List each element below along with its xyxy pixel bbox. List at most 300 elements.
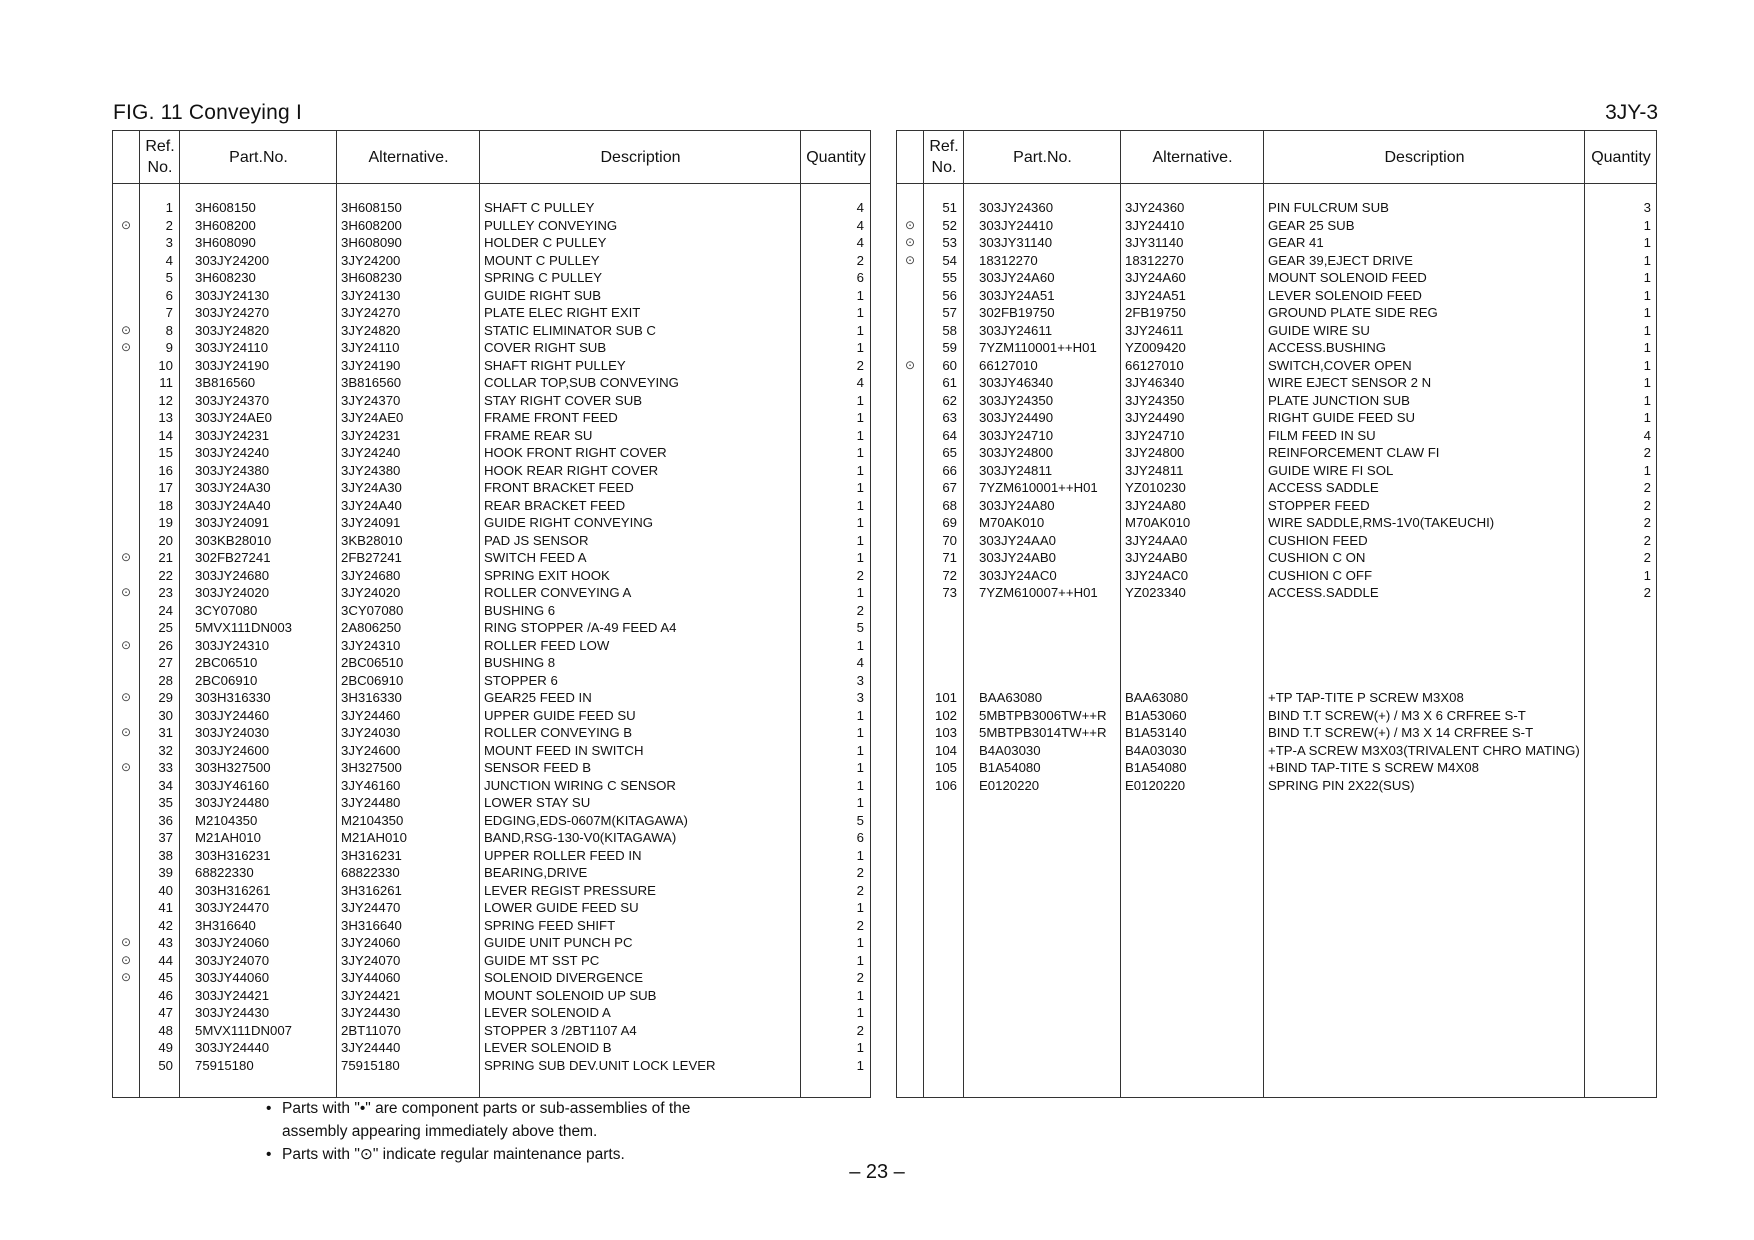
cell-part: 75915180 (195, 1057, 254, 1073)
cell-ref: 25 (158, 620, 173, 635)
cell-desc: PLATE JUNCTION SUB (1268, 392, 1410, 408)
model-code: 3JY-3 (1605, 101, 1658, 124)
cell-ref: 30 (158, 707, 173, 723)
cell-alt: 3H608230 (341, 270, 402, 285)
cell-part: 303JY24AB0 (979, 550, 1056, 565)
maintenance-marker-icon: ⊙ (120, 585, 132, 599)
table-row (113, 584, 870, 602)
cell-ref: 55 (942, 270, 957, 285)
cell-qty: 1 (1643, 357, 1651, 373)
table-row (113, 847, 870, 865)
cell-part: 303JY24AA0 (979, 532, 1056, 548)
cell-ref: 66 (942, 462, 957, 478)
cell-alt: 3JY24231 (341, 427, 401, 443)
header-quantity: Quantity (806, 148, 866, 166)
cell-desc: CUSHION C OFF (1268, 567, 1373, 583)
cell-ref: 34 (158, 777, 173, 793)
table-row (113, 742, 870, 760)
cell-part: 303JY46340 (979, 375, 1054, 390)
table-row (897, 584, 1656, 602)
cell-qty: 2 (1643, 445, 1651, 460)
cell-part: M2104350 (195, 812, 258, 828)
cell-ref: 102 (934, 707, 957, 723)
cell-ref: 4 (165, 252, 173, 268)
cell-ref: 1 (165, 200, 173, 215)
cell-alt: 66127010 (1125, 357, 1184, 373)
cell-desc: GEAR25 FEED IN (484, 690, 592, 705)
cell-part: 303JY24350 (979, 392, 1054, 408)
cell-qty: 2 (856, 882, 864, 898)
cell-desc: ACCESS SADDLE (1268, 480, 1379, 495)
table-row (897, 339, 1656, 357)
cell-alt: YZ010230 (1125, 480, 1186, 495)
cell-alt: 3JY46160 (341, 777, 401, 793)
table-row (897, 304, 1656, 322)
cell-part: 303H316231 (195, 847, 271, 863)
table-row (113, 549, 870, 567)
cell-ref: 52 (942, 217, 957, 233)
cell-qty: 4 (856, 200, 864, 215)
maintenance-marker-icon: ⊙ (120, 760, 132, 774)
cell-desc: MOUNT FEED IN SWITCH (484, 742, 644, 758)
cell-ref: 43 (158, 935, 173, 950)
maintenance-marker-icon: ⊙ (904, 252, 916, 267)
cell-ref: 60 (942, 357, 957, 373)
cell-qty: 4 (1643, 427, 1651, 443)
table-row (113, 672, 870, 690)
cell-part: 303JY24091 (195, 515, 270, 530)
table-row (897, 619, 1656, 637)
cell-ref: 67 (942, 480, 957, 495)
cell-qty: 4 (856, 217, 864, 233)
table-row (897, 567, 1656, 585)
cell-part: 3H608230 (195, 270, 256, 285)
cell-qty: 6 (856, 270, 864, 285)
cell-desc: RIGHT GUIDE FEED SU (1268, 410, 1416, 425)
cell-part: B1A54080 (979, 760, 1041, 775)
cell-part: 5MBTPB3006TW++R (979, 707, 1107, 723)
cell-alt: 3JY24410 (1125, 217, 1185, 233)
cell-alt: 3JY24490 (1125, 410, 1185, 425)
table-row (113, 654, 870, 672)
table-row (897, 759, 1656, 777)
cell-desc: GUIDE MT SST PC (484, 952, 600, 968)
table-row (897, 322, 1656, 340)
cell-desc: GUIDE UNIT PUNCH PC (484, 935, 633, 950)
maintenance-marker-icon: ⊙ (904, 235, 916, 249)
cell-desc: SENSOR FEED B (484, 760, 591, 775)
cell-part: 303JY24460 (195, 707, 270, 723)
cell-part: 303JY24030 (195, 725, 270, 740)
cell-ref: 46 (158, 987, 173, 1003)
maintenance-marker-icon: ⊙ (120, 935, 132, 949)
cell-desc: WIRE SADDLE,RMS-1V0(TAKEUCHI) (1268, 515, 1495, 530)
cell-desc: FRAME REAR SU (484, 427, 593, 443)
cell-alt: 3JY24360 (1125, 200, 1185, 215)
table-row (897, 287, 1656, 305)
cell-desc: SWITCH,COVER OPEN (1268, 357, 1412, 373)
table-row (897, 234, 1656, 252)
cell-ref: 105 (934, 760, 957, 775)
cell-ref: 106 (934, 777, 957, 793)
cell-desc: MOUNT C PULLEY (484, 252, 600, 268)
cell-qty: 2 (856, 1022, 864, 1038)
cell-ref: 11 (159, 375, 173, 390)
table-row (897, 549, 1656, 567)
cell-alt: 3JY24200 (341, 252, 401, 268)
cell-qty: 5 (856, 812, 864, 828)
note-component-parts: • Parts with "•" are component parts or sub-assemblies of the (266, 1097, 690, 1120)
table-row (113, 304, 870, 322)
cell-desc: ROLLER CONVEYING A (484, 585, 632, 600)
cell-desc: SOLENOID DIVERGENCE (484, 970, 644, 985)
table-row (113, 287, 870, 305)
cell-qty: 1 (856, 480, 864, 495)
table-row (897, 724, 1656, 742)
maintenance-marker-icon: ⊙ (120, 322, 132, 337)
cell-alt: M21AH010 (341, 830, 407, 845)
cell-qty: 1 (1643, 462, 1651, 478)
table-header (897, 131, 1656, 184)
cell-desc: CUSHION FEED (1268, 532, 1368, 548)
cell-ref: 27 (158, 655, 173, 670)
cell-qty: 1 (856, 707, 864, 723)
cell-part: 3B816560 (195, 375, 256, 390)
cell-desc: STOPPER 3 /2BT1107 A4 (484, 1022, 637, 1038)
cell-qty: 1 (856, 532, 864, 548)
cell-part: 5MVX111DN003 (195, 620, 293, 635)
cell-alt: 3JY24820 (341, 322, 401, 338)
cell-ref: 53 (942, 235, 957, 250)
cell-alt: 3JY24680 (341, 567, 401, 583)
cell-qty: 1 (1643, 567, 1651, 583)
cell-alt: 68822330 (341, 865, 400, 880)
cell-qty: 1 (856, 392, 864, 408)
cell-part: 303JY24310 (195, 637, 270, 653)
cell-desc: FILM FEED IN SU (1268, 427, 1376, 443)
cell-qty: 1 (1643, 252, 1651, 268)
cell-part: 303JY24370 (195, 392, 270, 408)
cell-qty: 2 (856, 252, 864, 268)
table-row (897, 357, 1656, 375)
cell-alt: 3JY24370 (341, 392, 401, 408)
cell-alt: 3JY24070 (341, 952, 401, 968)
cell-ref: 42 (158, 917, 173, 933)
cell-alt: 3JY46340 (1125, 375, 1185, 390)
cell-alt: 3JY24240 (341, 445, 401, 460)
table-row (897, 217, 1656, 235)
cell-ref: 57 (942, 305, 957, 320)
cell-part: B4A03030 (979, 742, 1041, 758)
cell-alt: 3JY24611 (1125, 322, 1184, 338)
cell-part: 303JY24A80 (979, 497, 1055, 513)
cell-part: 303JY46160 (195, 777, 270, 793)
cell-part: 3H316640 (195, 917, 256, 933)
cell-alt: 3JY44060 (341, 970, 401, 985)
cell-qty: 2 (1643, 585, 1651, 600)
cell-alt: B1A53140 (1125, 725, 1187, 740)
table-row (113, 952, 870, 970)
cell-ref: 45 (158, 970, 173, 985)
cell-part: 303JY24270 (195, 305, 270, 320)
cell-qty: 1 (1643, 322, 1651, 338)
cell-ref: 10 (158, 357, 173, 373)
cell-part: 18312270 (979, 252, 1038, 268)
cell-alt: 3H327500 (341, 760, 402, 775)
cell-desc: SPRING SUB DEV.UNIT LOCK LEVER (484, 1057, 716, 1073)
cell-part: 302FB27241 (195, 550, 271, 565)
cell-desc: SPRING C PULLEY (484, 270, 602, 285)
cell-qty: 1 (856, 987, 864, 1003)
table-row (113, 1004, 870, 1022)
table-row (113, 339, 870, 357)
cell-part: 3CY07080 (195, 602, 258, 618)
cell-desc: WIRE EJECT SENSOR 2 N (1268, 375, 1432, 390)
cell-part: 303JY24410 (979, 217, 1054, 233)
cell-part: 68822330 (195, 865, 254, 880)
cell-desc: GEAR 41 (1268, 235, 1324, 250)
cell-qty: 2 (1643, 497, 1651, 513)
cell-qty: 5 (856, 620, 864, 635)
cell-alt: 3H316330 (341, 690, 402, 705)
cell-desc: BIND T.T SCREW(+) / M3 X 6 CRFREE S-T (1268, 707, 1526, 723)
cell-ref: 70 (942, 532, 957, 548)
cell-alt: 2FB19750 (1125, 305, 1186, 320)
table-row (897, 409, 1656, 427)
cell-qty: 1 (856, 1005, 864, 1020)
cell-ref: 26 (158, 637, 173, 653)
cell-desc: LEVER SOLENOID A (484, 1005, 611, 1020)
cell-ref: 50 (158, 1057, 173, 1073)
cell-ref: 22 (158, 567, 173, 583)
cell-ref: 32 (158, 742, 173, 758)
cell-alt: 3JY24421 (341, 987, 401, 1003)
cell-ref: 104 (934, 742, 957, 758)
cell-alt: 3JY24600 (341, 742, 401, 758)
cell-qty: 1 (856, 935, 864, 950)
cell-ref: 38 (158, 847, 173, 863)
cell-part: 303JY24A51 (979, 287, 1055, 303)
cell-desc: EDGING,EDS-0607M(KITAGAWA) (484, 812, 688, 828)
cell-alt: 3JY24430 (341, 1005, 401, 1020)
maintenance-marker-icon: ⊙ (120, 690, 132, 704)
cell-part: 303JY24811 (979, 462, 1053, 478)
cell-alt: 3H316261 (341, 882, 402, 898)
cell-part: 302FB19750 (979, 305, 1055, 320)
cell-alt: 3JY24A80 (1125, 497, 1186, 513)
table-header (113, 131, 870, 184)
cell-qty: 1 (856, 515, 864, 530)
cell-part: 303JY24AC0 (979, 567, 1057, 583)
cell-ref: 13 (158, 410, 173, 425)
header-alternative: Alternative. (368, 148, 449, 166)
cell-qty: 1 (856, 585, 864, 600)
table-row (897, 689, 1656, 707)
cell-alt: 3JY24A51 (1125, 287, 1186, 303)
cell-ref: 68 (942, 497, 957, 513)
table-row (113, 217, 870, 235)
cell-alt: YZ009420 (1125, 340, 1186, 355)
cell-alt: B1A54080 (1125, 760, 1187, 775)
table-row (897, 374, 1656, 392)
maintenance-marker-icon: ⊙ (120, 340, 132, 354)
cell-ref: 58 (942, 322, 957, 338)
cell-ref: 40 (158, 882, 173, 898)
table-row (113, 829, 870, 847)
cell-desc: GROUND PLATE SIDE REG (1268, 305, 1438, 320)
cell-qty: 1 (856, 1057, 864, 1073)
cell-alt: 3JY24110 (341, 340, 400, 355)
cell-part: 303JY24A30 (195, 480, 271, 495)
cell-alt: 3JY24091 (341, 515, 401, 530)
table-row (897, 479, 1656, 497)
cell-alt: 2A806250 (341, 620, 402, 635)
cell-alt: 3JY24AE0 (341, 410, 404, 425)
cell-qty: 2 (1643, 480, 1651, 495)
table-row (113, 444, 870, 462)
cell-part: 303H327500 (195, 760, 271, 775)
cell-ref: 62 (942, 392, 957, 408)
table-row (113, 532, 870, 550)
cell-ref: 2 (165, 217, 173, 233)
note-component-parts-cont: assembly appearing immediately above them. (282, 1123, 598, 1140)
cell-alt: 3H316640 (341, 917, 402, 933)
cell-ref: 103 (934, 725, 957, 740)
cell-desc: GUIDE RIGHT CONVEYING (484, 515, 654, 530)
cell-desc: LOWER GUIDE FEED SU (484, 900, 639, 915)
table-row (113, 777, 870, 795)
table-row (897, 199, 1656, 217)
cell-alt: 3H608150 (341, 200, 402, 215)
cell-qty: 3 (856, 672, 864, 688)
cell-ref: 64 (942, 427, 957, 443)
cell-part: 3H608150 (195, 200, 256, 215)
table-row (113, 934, 870, 952)
cell-alt: 3JY24811 (1125, 462, 1184, 478)
cell-part: 303JY24A60 (979, 270, 1055, 285)
table-row (113, 987, 870, 1005)
table-row (113, 619, 870, 637)
table-row (113, 1057, 870, 1075)
cell-ref: 39 (158, 865, 173, 880)
table-row (113, 479, 870, 497)
table-row (113, 969, 870, 987)
cell-ref: 15 (158, 445, 173, 460)
cell-desc: PULLEY CONVEYING (484, 217, 618, 233)
cell-qty: 2 (856, 567, 864, 583)
maintenance-marker-icon: ⊙ (120, 970, 132, 984)
cell-part: 303JY24200 (195, 252, 270, 268)
cell-alt: 3JY24A30 (341, 480, 402, 495)
cell-part: 303JY24430 (195, 1005, 270, 1020)
cell-ref: 49 (158, 1040, 173, 1055)
cell-desc: ROLLER FEED LOW (484, 637, 610, 653)
cell-alt: 3KB28010 (341, 532, 403, 548)
table-row (113, 794, 870, 812)
cell-desc: CUSHION C ON (1268, 550, 1366, 565)
header-part-no: Part.No. (229, 148, 288, 166)
table-row (113, 514, 870, 532)
cell-desc: REAR BRACKET FEED (484, 497, 626, 513)
cell-desc: UPPER GUIDE FEED SU (484, 707, 636, 723)
cell-desc: PAD JS SENSOR (484, 532, 589, 548)
cell-part: 303JY24231 (195, 427, 270, 443)
cell-alt: 3JY24460 (341, 707, 401, 723)
cell-ref: 36 (158, 812, 173, 828)
cell-ref: 9 (165, 340, 173, 355)
maintenance-marker-icon: ⊙ (120, 637, 132, 652)
cell-part: 3H608200 (195, 217, 256, 233)
maintenance-marker-icon: ⊙ (120, 952, 132, 967)
cell-desc: FRAME FRONT FEED (484, 410, 618, 425)
table-row (113, 882, 870, 900)
header-description: Description (600, 148, 681, 166)
cell-qty: 1 (856, 725, 864, 740)
cell-qty: 1 (856, 900, 864, 915)
header-alternative: Alternative. (1152, 148, 1233, 166)
cell-ref: 16 (158, 462, 173, 478)
cell-desc: HOOK REAR RIGHT COVER (484, 462, 659, 478)
cell-desc: SHAFT RIGHT PULLEY (484, 357, 626, 373)
cell-part: 303JY31140 (979, 235, 1053, 250)
cell-part: 303JY24020 (195, 585, 270, 600)
cell-desc: SPRING FEED SHIFT (484, 917, 616, 933)
cell-qty: 1 (1643, 235, 1651, 250)
cell-part: 303JY24710 (979, 427, 1054, 443)
cell-part: 5MVX111DN007 (195, 1022, 293, 1038)
cell-qty: 1 (1643, 305, 1651, 320)
cell-qty: 1 (856, 427, 864, 443)
cell-desc: BUSHING 6 (484, 602, 556, 618)
cell-qty: 1 (1643, 375, 1651, 390)
cell-alt: 75915180 (341, 1057, 400, 1073)
cell-qty: 3 (856, 690, 864, 705)
table-row (897, 637, 1656, 655)
table-row (897, 444, 1656, 462)
cell-ref: 31 (158, 725, 173, 740)
cell-part: 303JY24470 (195, 900, 270, 915)
cell-desc: GEAR 25 SUB (1268, 217, 1355, 233)
cell-desc: GEAR 39,EJECT DRIVE (1268, 252, 1413, 268)
cell-alt: 3JY24030 (341, 725, 401, 740)
cell-qty: 1 (1643, 287, 1651, 303)
cell-qty: 2 (856, 357, 864, 373)
cell-desc: +TP-A SCREW M3X03(TRIVALENT CHRO MATING) (1268, 742, 1580, 758)
cell-alt: E0120220 (1125, 777, 1186, 793)
header-description: Description (1384, 148, 1465, 166)
cell-alt: 3H608090 (341, 235, 402, 250)
cell-ref: 59 (942, 340, 957, 355)
cell-desc: MOUNT SOLENOID FEED (1268, 270, 1427, 285)
cell-qty: 2 (856, 970, 864, 985)
cell-ref: 33 (158, 760, 173, 775)
cell-alt: 3JY24060 (341, 935, 401, 950)
cell-alt: 3JY24800 (1125, 445, 1185, 460)
cell-alt: 3H608200 (341, 217, 402, 233)
cell-ref: 71 (942, 550, 957, 565)
cell-qty: 1 (856, 777, 864, 793)
table-row (113, 374, 870, 392)
cell-alt: 3JY24480 (341, 795, 401, 810)
cell-desc: GUIDE WIRE SU (1268, 322, 1370, 338)
cell-qty: 3 (1643, 200, 1651, 215)
cell-desc: SPRING PIN 2X22(SUS) (1268, 777, 1415, 793)
cell-qty: 1 (856, 287, 864, 303)
cell-ref: 65 (942, 445, 957, 460)
table-row (897, 514, 1656, 532)
cell-part: 303H316261 (195, 882, 271, 898)
cell-qty: 1 (1643, 217, 1651, 233)
